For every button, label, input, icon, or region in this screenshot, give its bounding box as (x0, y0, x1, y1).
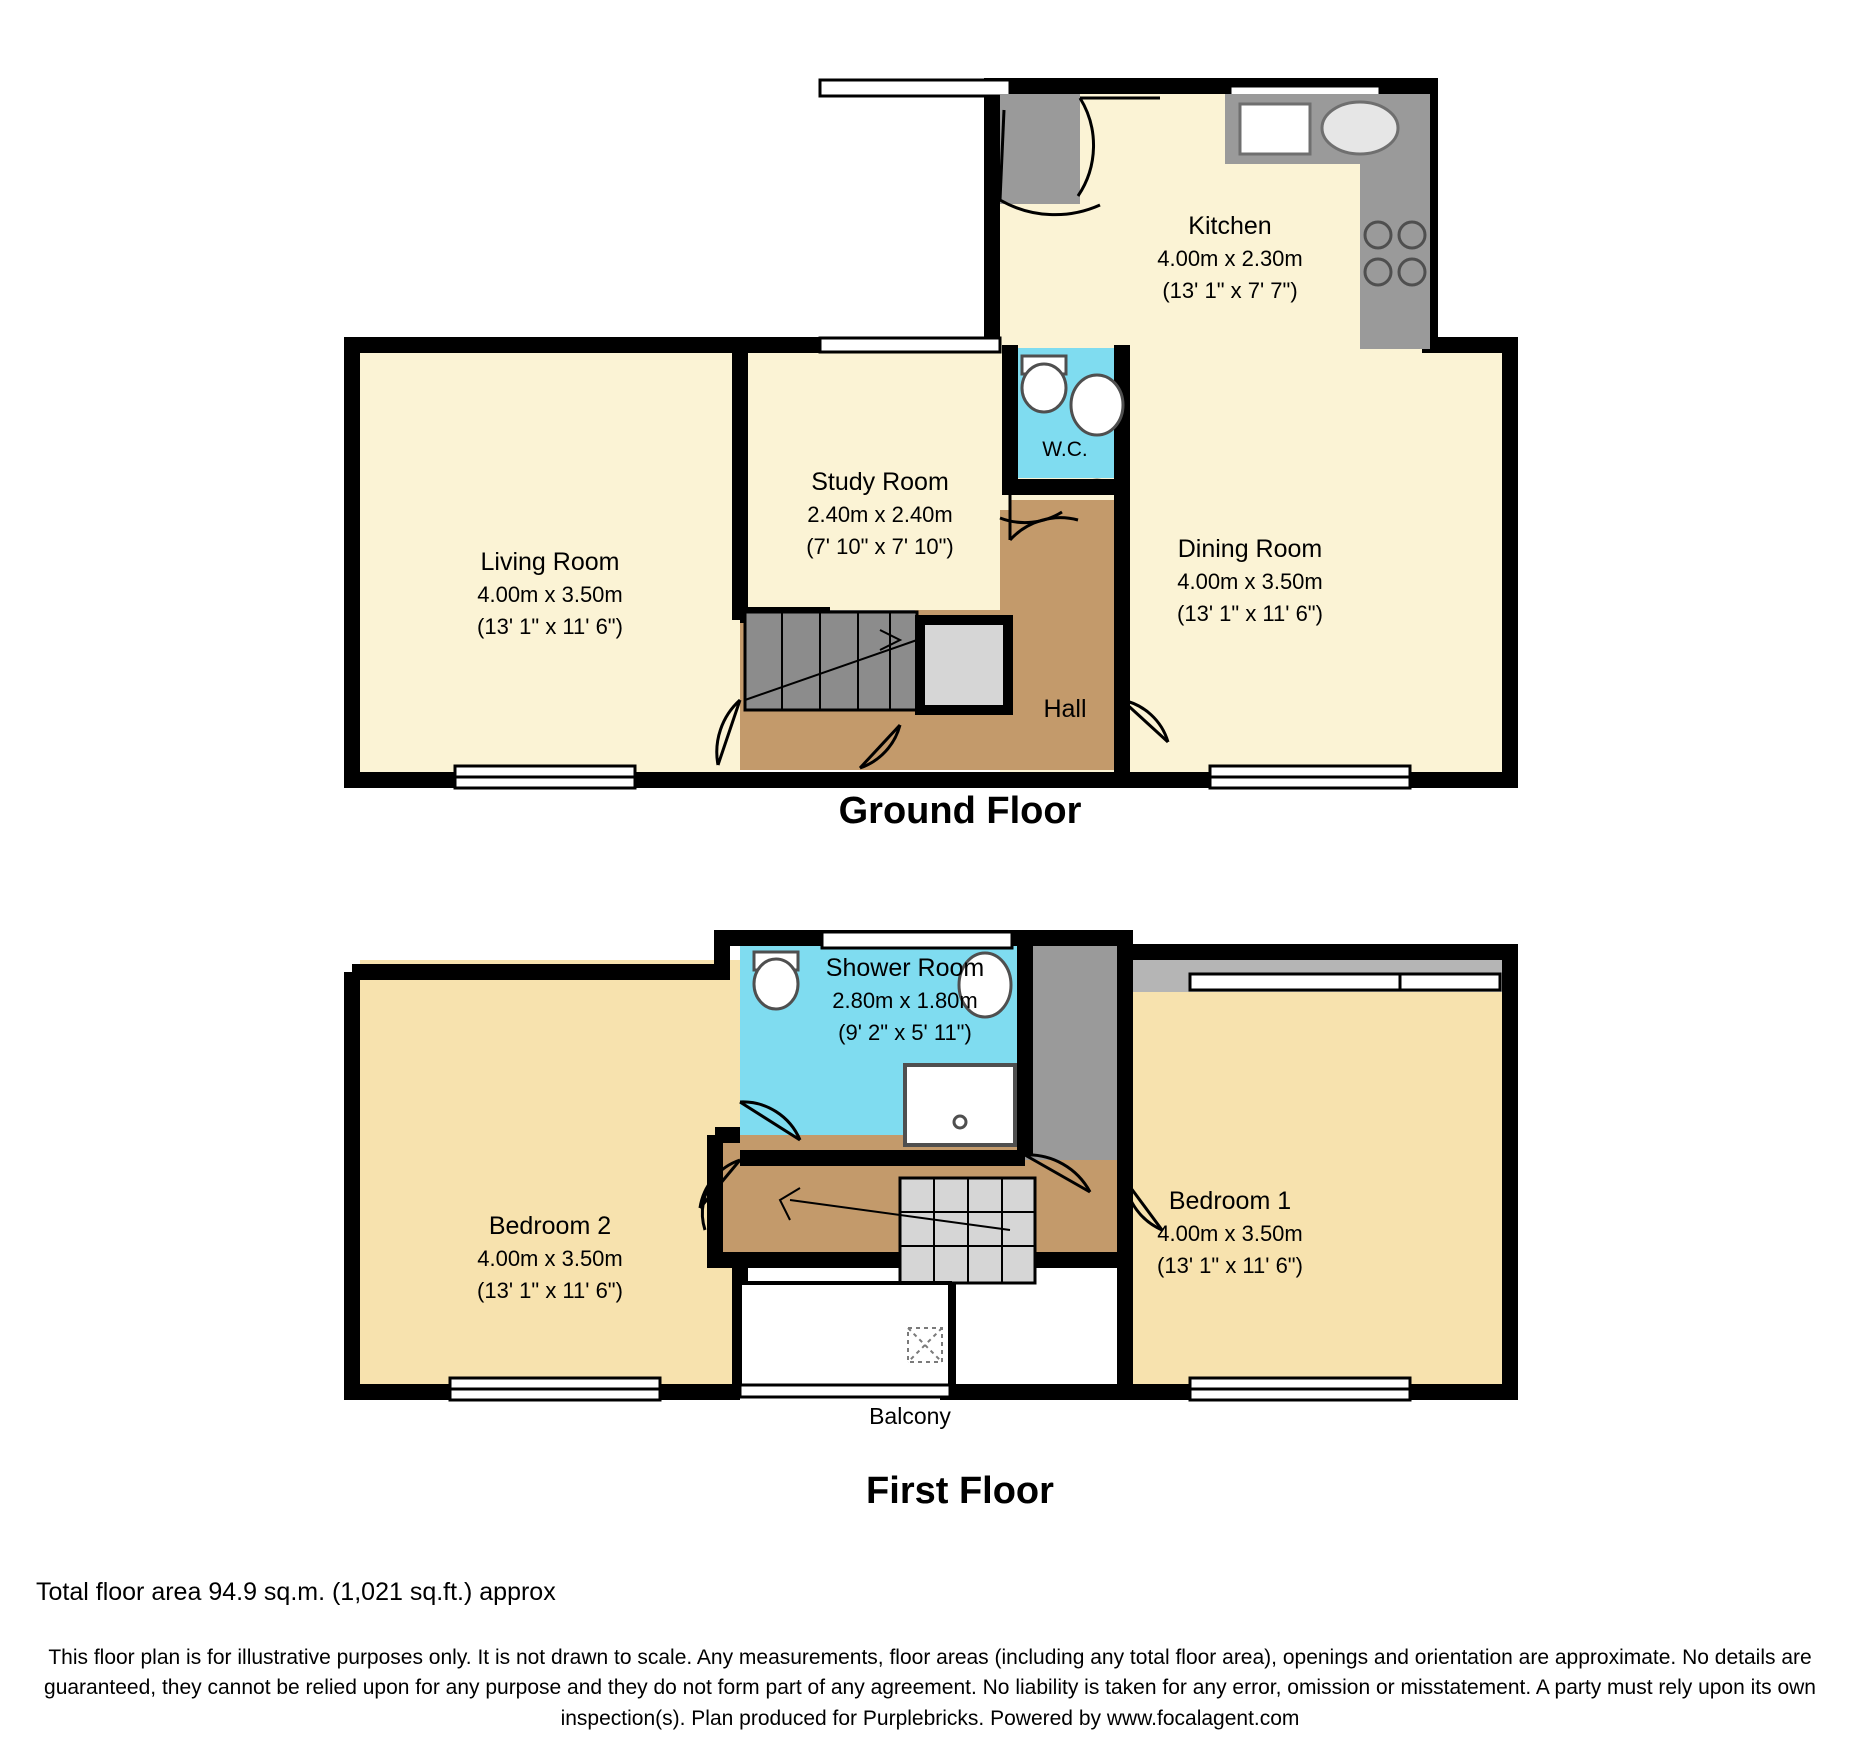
room-dim-study-ft: (7' 10" x 7' 10") (806, 534, 954, 559)
room-label-balcony: Balcony (869, 1403, 951, 1429)
room-label-hall: Hall (1043, 695, 1087, 723)
room-dim-bedroom1-ft: (13' 1" x 11' 6") (1157, 1253, 1303, 1278)
ground-staircase (745, 612, 1008, 710)
room-label-kitchen: Kitchen (1188, 212, 1272, 240)
floor-title-ground: Ground Floor (838, 790, 1082, 832)
room-dim-kitchen-ft: (13' 1" x 7' 7") (1162, 278, 1298, 303)
disclaimer-text: This floor plan is for illustrative purposes only. It is not drawn to scale. Any measurements, floor areas (including any total floor area), openings and orientation are approximate. No details are guaranteed, they cannot be relied upon for any purpose and they do not form part of any agreement. No liability is taken for any error, omission or misstatement. A party must rely upon its own inspection(s). Plan produced for Purplebricks. Powered by www.focalagent.com (44, 1646, 1816, 1730)
room-dim-bedroom2-m: 4.00m x 3.50m (477, 1246, 623, 1271)
room-dim-kitchen-m: 4.00m x 2.30m (1157, 246, 1303, 271)
room-dim-shower-m: 2.80m x 1.80m (832, 988, 978, 1013)
ground-floor-drawing (0, 0, 1860, 860)
room-dim-bedroom1-m: 4.00m x 3.50m (1157, 1221, 1303, 1246)
total-floor-area: Total floor area 94.9 sq.m. (1,021 sq.ft.) approx (36, 1578, 556, 1606)
room-label-shower-room: Shower Room (825, 954, 985, 982)
room-dim-bedroom2-ft: (13' 1" x 11' 6") (477, 1278, 623, 1303)
floor-title-first: First Floor (866, 1470, 1054, 1512)
room-dim-dining-ft: (13' 1" x 11' 6") (1177, 601, 1323, 626)
room-dim-dining-m: 4.00m x 3.50m (1177, 569, 1323, 594)
room-label-living-room: Living Room (480, 548, 620, 576)
room-label-bedroom-1: Bedroom 1 (1168, 1187, 1292, 1215)
room-dim-shower-ft: (9' 2" x 5' 11") (838, 1020, 972, 1045)
balcony-area (740, 1283, 950, 1397)
room-dim-living-ft: (13' 1" x 11' 6") (477, 614, 623, 639)
room-label-wc: W.C. (1042, 438, 1088, 461)
room-label-dining-room: Dining Room (1177, 535, 1323, 563)
room-dim-study-m: 2.40m x 2.40m (807, 502, 953, 527)
room-label-bedroom-2: Bedroom 2 (488, 1212, 612, 1240)
room-dim-living-m: 4.00m x 3.50m (477, 582, 623, 607)
room-label-study-room: Study Room (811, 468, 949, 496)
